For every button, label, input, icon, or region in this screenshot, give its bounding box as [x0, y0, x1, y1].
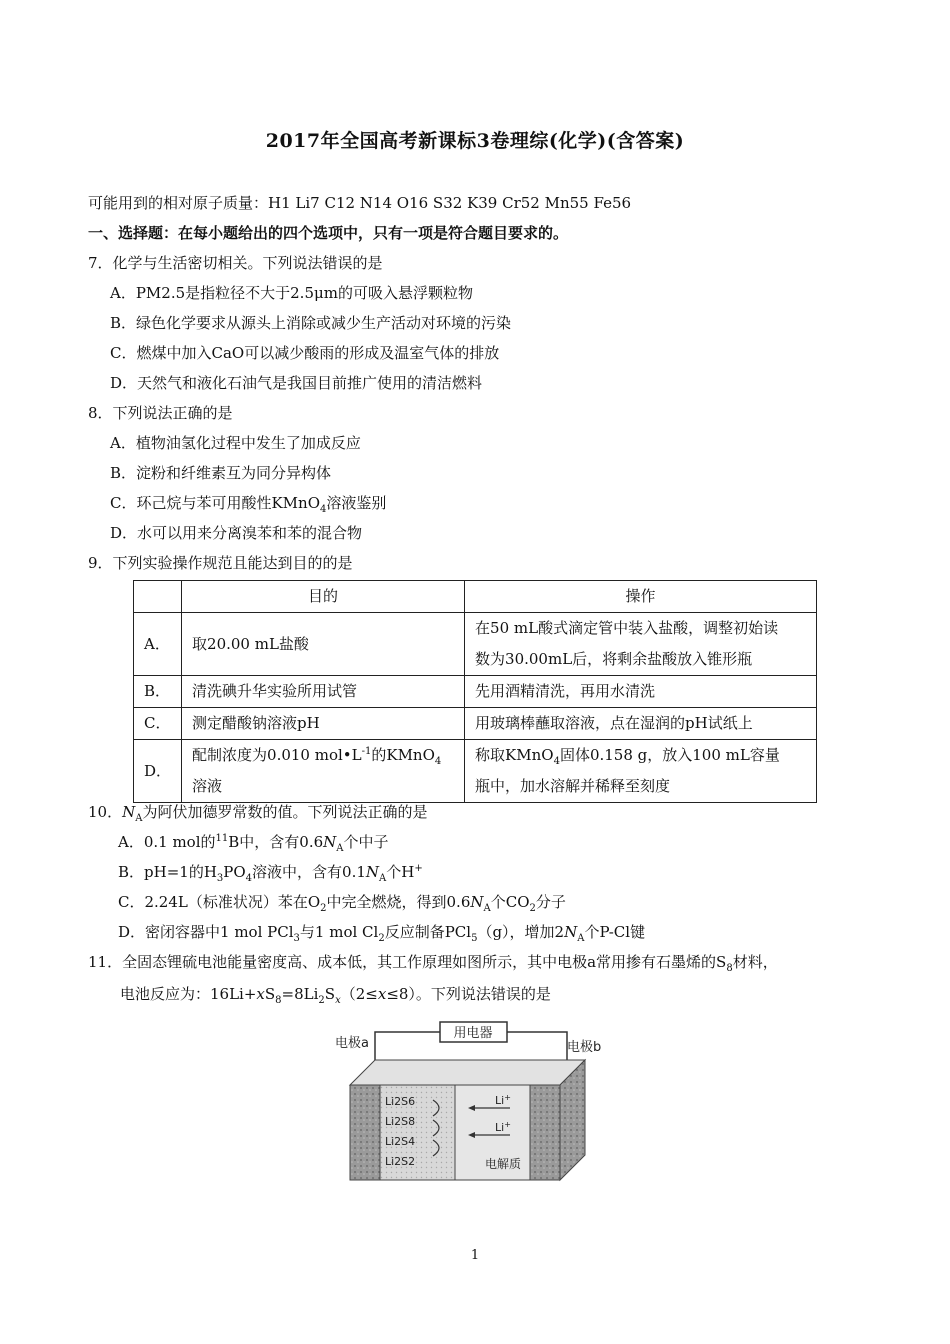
row-purpose: 配制浓度为0.010 $mol•L^{-1}$的KMnO$_4$ 溶液 [182, 740, 465, 803]
table-row [134, 708, 817, 740]
table-cell [134, 581, 182, 613]
electrode-b [530, 1085, 560, 1180]
page-number: 1 [470, 1248, 480, 1263]
table-row [134, 740, 817, 803]
row-operation: 先用酒精清洗，再用水清洗 [465, 676, 817, 708]
q10-option-c: C．2.24L（标准状况）苯在$O_2$中完全燃烧，得到$0.6N_A$个$CO_2$分子 [118, 893, 566, 914]
q7-option-a: A．PM2.5是指粒径不大于2.5μm的可吸入悬浮颗粒物 [110, 284, 473, 302]
q7-option-c: C．燃煤中加入CaO可以减少酸雨的形成及温室气体的排放 [110, 344, 500, 362]
row-purpose: 测定醋酸钠溶液pH [182, 708, 465, 740]
atomic-mass-line: 可能用到的相对原子质量：H1 Li7 C12 N14 O16 S32 K39 Cr52 Mn55 Fe56 [88, 194, 632, 212]
q11-stem-line2: 电池反应为：$16Li+xS_8=8Li_2S_x(2\le x\le 8)$。下列说法错误的是 [120, 985, 551, 1006]
row-label: A． [134, 613, 182, 676]
row-label: B． [134, 676, 182, 708]
row-label: C． [134, 708, 182, 740]
q8-stem: 8．下列说法正确的是 [88, 404, 233, 422]
table-header-row [134, 581, 817, 613]
electrolyte-label: 电解质 [485, 1157, 522, 1171]
cell-top-face [350, 1060, 585, 1085]
section-heading: 一、选择题：在每小题给出的四个选项中，只有一项是符合题目要求的。 [88, 224, 569, 242]
q7-option-b: B．绿色化学要求从源头上消除或减少生产活动对环境的污染 [110, 314, 512, 332]
q9-stem: 9．下列实验操作规范且能达到目的的是 [88, 554, 353, 572]
q10-option-d: D．密闭容器中1 mol PCl$_3$与1 mol $Cl_2$反应制备PCl$_5$（g），增加$2N_A$个P-Cl键 [118, 923, 646, 944]
battery-diagram [335, 1020, 615, 1220]
q10-stem: 10．$N_A$为阿伏加德罗常数的值。下列说法正确的是 [88, 803, 428, 824]
species-label: Li2S4 [385, 1135, 416, 1148]
wire-left [375, 1032, 440, 1060]
li-ion-label: Li+ [495, 1093, 511, 1107]
row-operation: 称取KMnO$_4$固体0.158 g，放入100 mL容量 瓶中，加水溶解并稀释至刻度 [465, 740, 817, 803]
q9-table [133, 580, 817, 803]
li-ion-label: Li+ [495, 1120, 511, 1134]
row-purpose: 清洗碘升华实验所用试管 [182, 676, 465, 708]
row-purpose: 取20.00 mL盐酸 [182, 613, 465, 676]
electrode-a [350, 1085, 380, 1180]
header-purpose: 目的 [182, 581, 465, 613]
q8-option-b: B．淀粉和纤维素互为同分异构体 [110, 464, 332, 482]
table-row [134, 613, 817, 676]
row-operation: 在50 mL酸式滴定管中装入盐酸，调整初始读 数为30.00mL后，将剩余盐酸放入锥形瓶 [465, 613, 817, 676]
page-title: 2017年全国高考新课标3卷理综(化学)(含答案) [265, 130, 685, 152]
species-label: Li2S2 [385, 1155, 416, 1168]
q8-option-a: A．植物油氢化过程中发生了加成反应 [110, 434, 361, 452]
row-operation: 用玻璃棒蘸取溶液，点在湿润的pH试纸上 [465, 708, 817, 740]
device-label: 用电器 [453, 1026, 493, 1041]
electrode-b-label: 电极b [567, 1040, 602, 1055]
table-row [134, 676, 817, 708]
q10-option-b: B．pH=1的$H_3PO_4$溶液中，含有$0.1N_A$个H+ [118, 863, 423, 884]
q7-option-d: D．天然气和液化石油气是我国目前推广使用的清洁燃料 [110, 374, 483, 392]
q8-option-d: D．水可以用来分离溴苯和苯的混合物 [110, 524, 363, 542]
q8-option-c: C．环己烷与苯可用酸性KMnO$_4$溶液鉴别 [110, 494, 387, 515]
species-label: Li2S6 [385, 1095, 416, 1108]
q11-stem-line1: 11．全固态锂硫电池能量密度高、成本低，其工作原理如图所示，其中电极a常用掺有石墨烯的$S_8$材料， [88, 953, 778, 974]
electrode-a-label: 电极a [335, 1036, 369, 1051]
species-label: Li2S8 [385, 1115, 416, 1128]
header-operation: 操作 [465, 581, 817, 613]
row-label: D． [134, 740, 182, 803]
q10-option-a: A．0.1 mol的$^{11}$B中，含有$0.6N_A$个中子 [118, 833, 389, 854]
q7-stem: 7．化学与生活密切相关。下列说法错误的是 [88, 254, 383, 272]
wire-right [507, 1032, 567, 1060]
